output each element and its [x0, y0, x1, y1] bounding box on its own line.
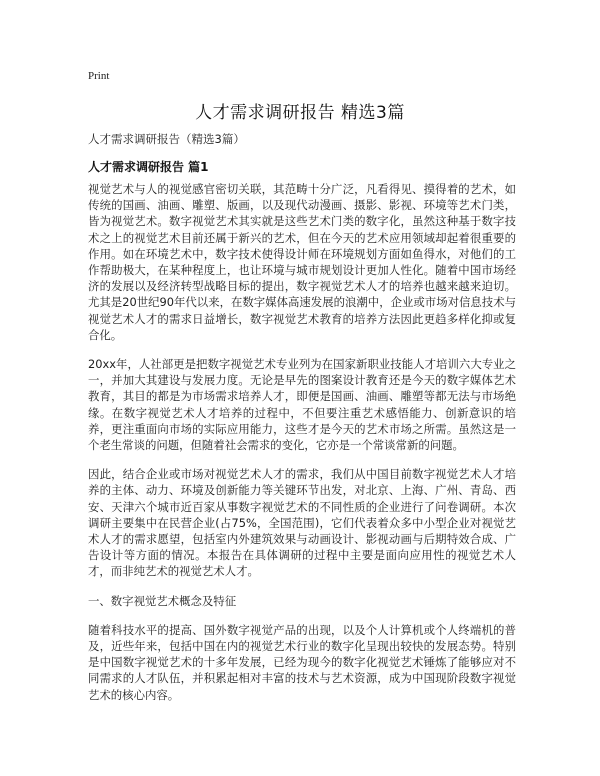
body-paragraph: 因此，结合企业或市场对视觉艺术人才的需求，我们从中国目前数字视觉艺术人才培养的主体、动力、环境及创新能力等关键环节出发，对北京、上海、广州、青岛、西安、天津六个城市近百家从事数字视觉艺术的不同性质的企业进行了问卷调研。本次调研主要集中在民营企业(占75%，全国范围)，它们代表着众多中小型企业对视觉艺术人才的需求愿望，包括室内外建筑效果与动画设计、影视动画与后期特效合成、广告设计等方面的情况。本报告在具体调研的过程中主要是面向应用性的视觉艺术人才，而非纯艺术的视觉艺术人才。	[88, 467, 516, 579]
document-subtitle: 人才需求调研报告（精选3篇）	[88, 132, 245, 146]
body-paragraph: 视觉艺术与人的视觉感官密切关联，其范畴十分广泛，凡看得见、摸得着的艺术，如传统的国画、油画、雕塑、版画，以及现代动漫画、摄影、影视、环境等艺术门类，皆为视觉艺术。数字视觉艺术其实就是这些艺术门类的数字化，虽然这种基于数字技术之上的视觉艺术目前还属于新兴的艺术，但在今天的艺术应用领域却起着很重要的作用。如在环境艺术中，数字技术使得设计师在环境规划方面如鱼得水，对他们的工作帮助极大，在某种程度上，也让环境与城市规划设计更加人性化。随着中国市场经济的发展以及经济转型战略目标的提出，数字视觉艺术人才的培养也越来越来迫切。尤其是20世纪90年代以来，在数字媒体高速发展的浪潮中，企业或市场对信息技术与视觉艺术人才的需求日益增长，数字视觉艺术教育的培养方法因此更趋多样化抑或复合化。	[88, 182, 516, 342]
subsection-heading: 一、数字视觉艺术概念及特征	[88, 593, 237, 608]
print-label: Print	[88, 70, 110, 82]
body-paragraph: 20xx年，人社部更是把数字视觉艺术专业列为在国家新职业技能人才培训六大专业之一，并加大其建设与发展力度。无论是早先的图案设计教育还是今天的数字媒体艺术教育，其目的都是为市场需求培养人才，即便是国画、油画、雕塑等都无法与市场绝缘。在数字视觉艺术人才培养的过程中，不但要注重艺术感悟能力、创新意识的培养，更注重面向市场的实际应用能力，这些才是今天的艺术市场之所需。虽然这是一个老生常谈的问题，但随着社会需求的变化，它亦是一个常谈常新的问题。	[88, 357, 516, 453]
page-title: 人才需求调研报告 精选3篇	[195, 103, 405, 123]
document-body	[88, 181, 516, 716]
body-paragraph: 随着科技水平的提高、国外数字视觉产品的出现，以及个人计算机或个人终端机的普及，近些年来，包括中国在内的视觉艺术行业的数字化呈现出较快的发展态势。特别是中国数字视觉艺术的十多年发展，已经为现今的数字化视觉艺术锤炼了能够应对不同需求的人才队伍，并积累起相对丰富的技术与艺术资源，成为中国现阶段数字视觉艺术的核心内容。	[88, 622, 516, 702]
section-heading: 人才需求调研报告 篇1	[88, 160, 209, 174]
